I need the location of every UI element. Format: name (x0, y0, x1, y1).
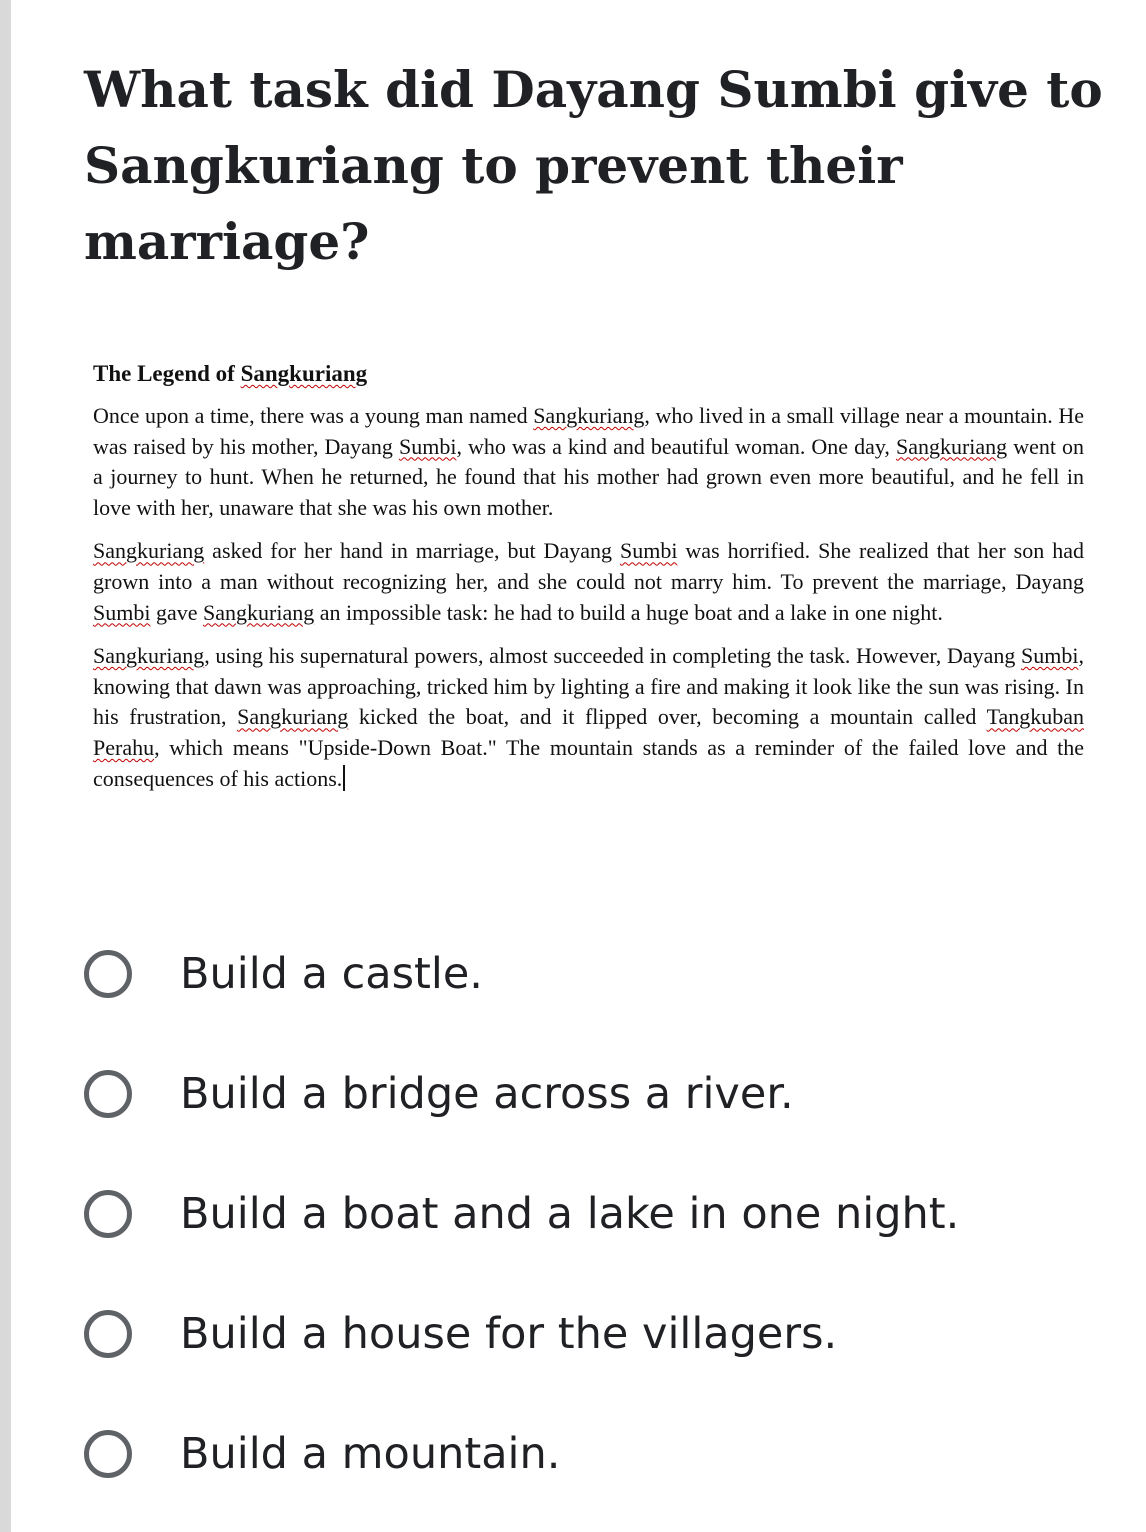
option-mountain[interactable] (84, 1394, 1114, 1514)
passage-paragraph (93, 536, 1084, 628)
misspelled-word: Sangkuriang (93, 538, 205, 564)
option-castle[interactable] (84, 914, 1114, 1034)
option-label: Build a boat and a lake in one night. (180, 1189, 960, 1239)
misspelled-word: Sumbi (398, 433, 457, 459)
passage-paragraph (93, 641, 1084, 794)
left-edge-bar (0, 0, 11, 1532)
misspelled-word: Sangkuriang (895, 433, 1008, 459)
answer-options (84, 914, 1114, 1514)
passage-text: , knowing that dawn was approaching, tricked him by lighting a fire and making it look like the sun was rising. In his frustration, (93, 643, 1084, 730)
passage-paragraph (93, 401, 1084, 523)
passage-text: Once upon a time, there was a young man named (93, 403, 534, 428)
misspelled-word: Sangkuriang (203, 599, 315, 625)
passage-text: , who was a kind and beautiful woman. One day, (456, 433, 896, 459)
radio-button-icon[interactable] (84, 1070, 132, 1118)
passage-text: was horrified. She realized that her son had grown into a man without recognizing her, and she could not marry him. To prevent the marriage, Dayang (93, 538, 1084, 594)
option-label: Build a mountain. (180, 1429, 561, 1479)
passage-title (93, 360, 1084, 388)
option-bridge[interactable] (84, 1034, 1114, 1154)
text-cursor (343, 765, 345, 791)
option-house[interactable] (84, 1274, 1114, 1394)
passage-image (93, 360, 1084, 807)
passage-text: gave (150, 599, 203, 625)
misspelled-word: Sumbi (1021, 643, 1079, 669)
radio-button-icon[interactable] (84, 1430, 132, 1478)
passage-text: , which means "Upside-Down Boat." The mountain stands as a reminder of the failed love and the consequences of his actions. (93, 734, 1084, 791)
passage-title-prefix: The Legend of (93, 361, 241, 386)
misspelled-word: Sumbi (93, 599, 151, 625)
option-label: Build a bridge across a river. (180, 1069, 794, 1119)
misspelled-word: Tangkuban (986, 704, 1084, 730)
misspelled-word: Perahu (93, 734, 155, 760)
misspelled-word: Sangkuriang (93, 643, 205, 669)
passage-text: went on a journey to hunt. When he returned, he found that his mother had grown even more beautiful, and he fell in love with her, unaware that she was his own mother. (93, 433, 1084, 520)
option-label: Build a castle. (180, 949, 483, 999)
question-title: What task did Dayang Sumbi give to Sangkuriang to prevent their marriage? (84, 60, 1103, 271)
radio-button-icon[interactable] (84, 950, 132, 998)
passage-text: kicked the boat, and it flipped over, becoming a mountain called (348, 704, 987, 730)
misspelled-word: Sumbi (619, 538, 678, 564)
misspelled-word: Sangkuriang (237, 704, 349, 730)
passage-title-name: Sangkuriang (240, 361, 368, 386)
passage-text: , using his supernatural powers, almost succeeded in completing the task. However, Dayang (204, 643, 1022, 669)
misspelled-word: Sangkuriang (533, 403, 645, 428)
option-label: Build a house for the villagers. (180, 1309, 838, 1359)
option-boat-and-lake[interactable] (84, 1154, 1114, 1274)
radio-button-icon[interactable] (84, 1190, 132, 1238)
passage-text: , who lived in a small village near a mountain. He was raised by his mother, Dayang (93, 403, 1084, 459)
passage-text: asked for her hand in marriage, but Dayang (204, 538, 620, 564)
radio-button-icon[interactable] (84, 1310, 132, 1358)
passage-text: an impossible task: he had to build a huge boat and a lake in one night. (314, 599, 943, 625)
